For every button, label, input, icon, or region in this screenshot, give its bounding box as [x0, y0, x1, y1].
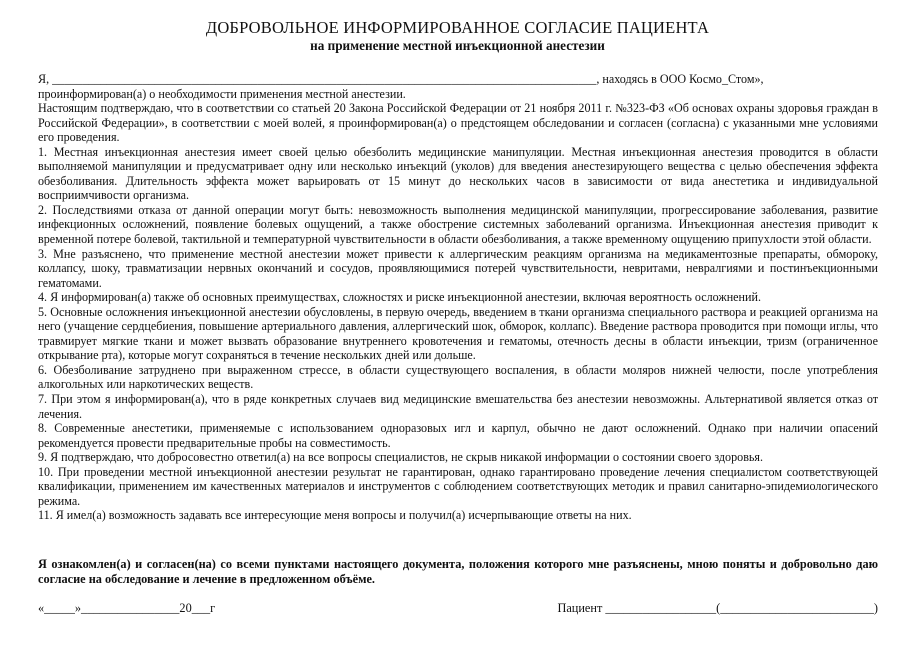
date-signature-field[interactable]: «_____»________________20___г — [38, 601, 216, 615]
list-item: 5. Основные осложнения инъекционной анестезии обусловлены, в первую очередь, введением в ткани организма специального раствора и реакцией организма на него (учащение сердцебиения, повышение артериального давления, аллергический шок, обморок, коллапс). Введение раствора проводится при помощи иглы, что травмирует мягкие ткани и может вызвать образование внутреннего кровотечения и гематомы, отечность десны в области инъекции, тризм (ограниченное открывание рта), которые могут сохраняться в течение нескольких дней или дольше. — [38, 304, 878, 363]
document-title: ДОБРОВОЛЬНОЕ ИНФОРМИРОВАННОЕ СОГЛАСИЕ ПАЦИЕНТА — [205, 18, 710, 37]
patient-signature-field[interactable]: Пациент __________________(_________________________) — [557, 601, 878, 615]
list-item: 10. При проведении местной инъекционной анестезии результат не гарантирован, однако гарантировано проведение лечения специалистом соответствующей квалификации, применением им качественных материалов и инструментов с соблюдением соответствующих методик и правил санитарно-эпидемиологического режима. — [38, 464, 878, 508]
list-item: 3. Мне разъяснено, что применение местной анестезии может привести к аллергическим реакциям организма на медикаментозные препараты, обмороку, коллапсу, шоку, травматизации нервных окончаний и сосудов, проявляющимися потерей чувствительности, невритами, невралгиями и постинъекционными гематомами. — [38, 246, 878, 290]
list-item: 11. Я имел(а) возможность задавать все интересующие меня вопросы и получил(а) исчерпывающие ответы на них. — [38, 508, 632, 523]
list-item: 9. Я подтверждаю, что добросовестно ответил(а) на все вопросы специалистов, не скрыв никакой информации о состоянии своего здоровья. — [38, 450, 764, 465]
document-subtitle: на применение местной инъекционной анестезии — [310, 38, 605, 53]
list-item: 8. Современные анестетики, применяемые с использованием одноразовых игл и карпул, обычно не дают осложнений. Однако при наличии опасений рекомендуется провести предварительные пробы на совместимость. — [38, 421, 878, 450]
list-item: 4. Я информирован(а) также об основных преимуществах, сложностях и риске инъекционной анестезии, включая вероятность осложнений. — [38, 290, 761, 305]
patient-name-line: Я, __________________________________________________________________________________________, находясь в ООО Космо_Стом», — [38, 72, 764, 86]
agreement-statement: Я ознакомлен(а) и согласен(на) со всеми пунктами настоящего документа, положения которого мне разъяснены, мною поняты и добровольно даю согласие на обследование и лечение в предложенном объёме. — [38, 557, 878, 586]
document-body — [38, 72, 878, 523]
list-item: 6. Обезболивание затруднено при выраженном стрессе, в области существующего воспаления, в области моляров нижней челюсти, после употребления алкогольных или наркотических веществ. — [38, 362, 878, 392]
list-item: 2. Последствиями отказа от данной операции могут быть: невозможность выполнения медицинской манипуляции, прогрессирование заболевания, развитие инфекционных осложнений, появление болевых ощущений, а также обострение системных заболеваний организма. Инъекционная анестезия приводит к временной потере болевой, тактильной и температурной чувствительности в области обезболивания, а также временному ощущению припухлости этой области. — [38, 202, 878, 247]
list-item: 1. Местная инъекционная анестезия имеет своей целью обезболить медицинские манипуляции. Местная инъекционная анестезия проводится в области выполняемой манипуляции и предусматривает одну или несколько инъекций (уколов) для введения анестезирующего вещества с целью обеспечения эффекта обезболивания. Длительность эффекта может варьировать от 15 минут до нескольких часов в зависимости от вида анестетика и индивидуальной восприимчивости организма. — [38, 144, 878, 203]
informed-line: проинформирован(а) о необходимости применения местной анестезии. — [38, 86, 406, 101]
list-item: 7. При этом я информирован(а), что в ряде конкретных случаев вид медицинские вмешательства без анестезии невозможны. Альтернативой является отказ от лечения. — [38, 392, 878, 421]
intro-paragraph: Настоящим подтверждаю, что в соответствии со статьей 20 Закона Российской Федерации от 21 ноября 2011 г. №323-ФЗ «Об основах охраны здоровья граждан в Российской Федерации», в соответствии с моей волей, я проинформирован(а) о предстоящем обследовании и согласен (согласна) с указанными мне условиями его проведения. — [38, 101, 878, 145]
